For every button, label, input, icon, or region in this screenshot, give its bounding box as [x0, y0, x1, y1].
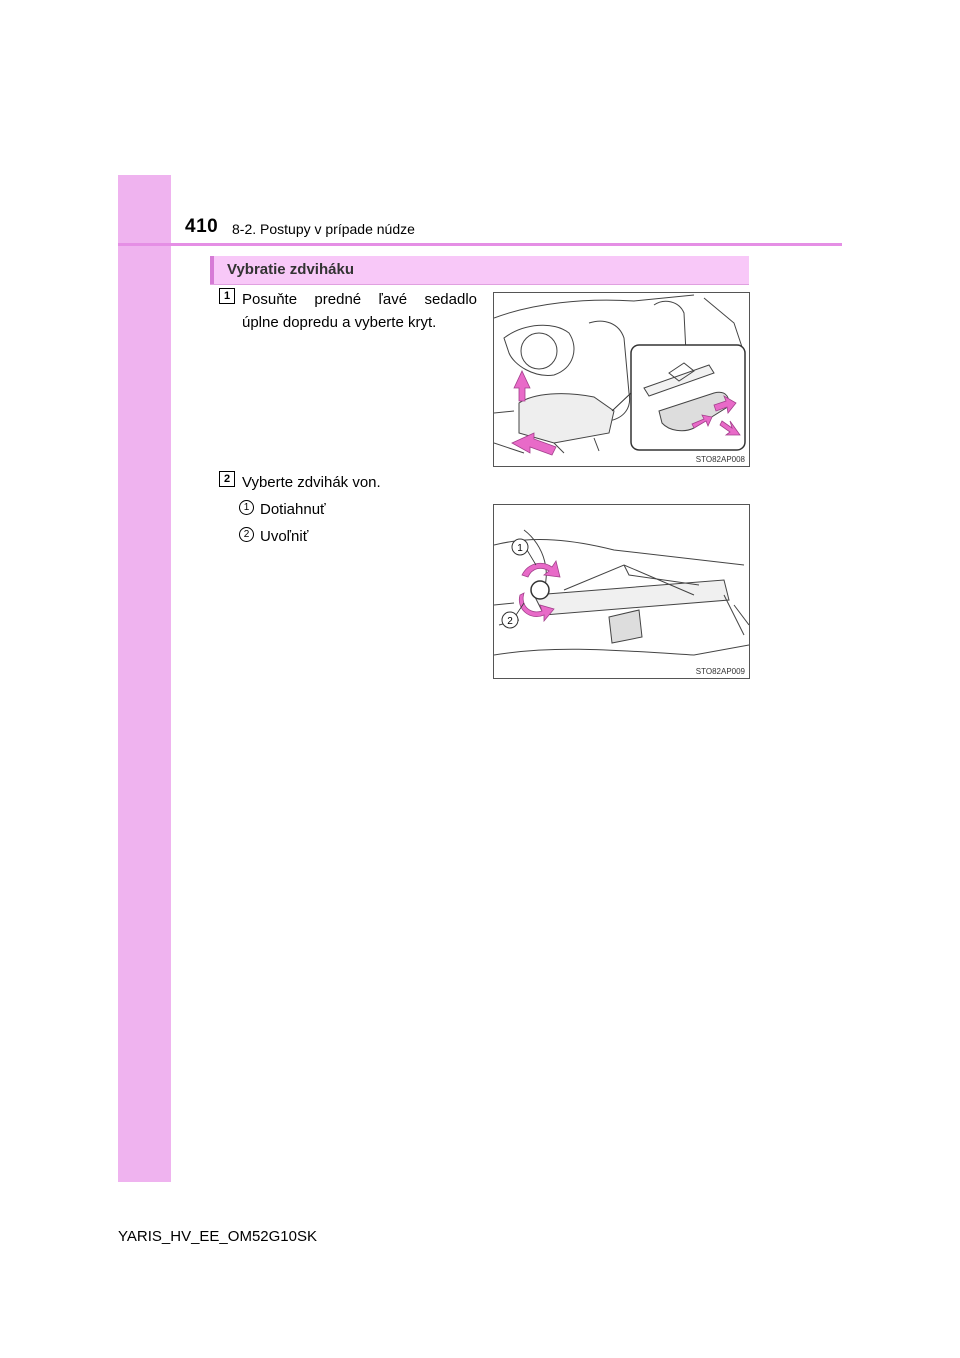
substep-2-number: 2	[239, 527, 254, 542]
section-header	[210, 256, 749, 284]
figure-code: STO82AP009	[695, 667, 745, 676]
section-title: Vybratie zdviháku	[227, 261, 354, 278]
callout-1-label: 1	[517, 543, 523, 554]
chapter-title: 8-2. Postupy v prípade núdze	[232, 221, 415, 237]
step-1-number: 1	[219, 288, 235, 304]
page-number: 410	[185, 216, 219, 237]
substep-1-number: 1	[239, 500, 254, 515]
step-1-text: Posuňte predné ľavé sedadlo úplne dopredu a vyberte kryt.	[242, 291, 477, 331]
step-2-number: 2	[219, 471, 235, 487]
document-code: YARIS_HV_EE_OM52G10SK	[118, 1228, 317, 1245]
figure-code: STO82AP008	[695, 455, 745, 464]
seat-illustration	[494, 293, 749, 466]
step-2-text: Vyberte zdvihák von.	[242, 474, 381, 491]
header-rule	[118, 243, 842, 246]
substep-1-text: Dotiahnuť	[260, 501, 326, 518]
chapter-sidebar-tab	[118, 175, 171, 1182]
jack-illustration	[494, 505, 749, 678]
substep-2-text: Uvoľniť	[260, 528, 309, 545]
figure-jack-removal	[493, 504, 750, 679]
section-rule	[210, 284, 749, 285]
figure-seat-and-cover	[493, 292, 750, 467]
callout-2-label: 2	[507, 616, 513, 627]
